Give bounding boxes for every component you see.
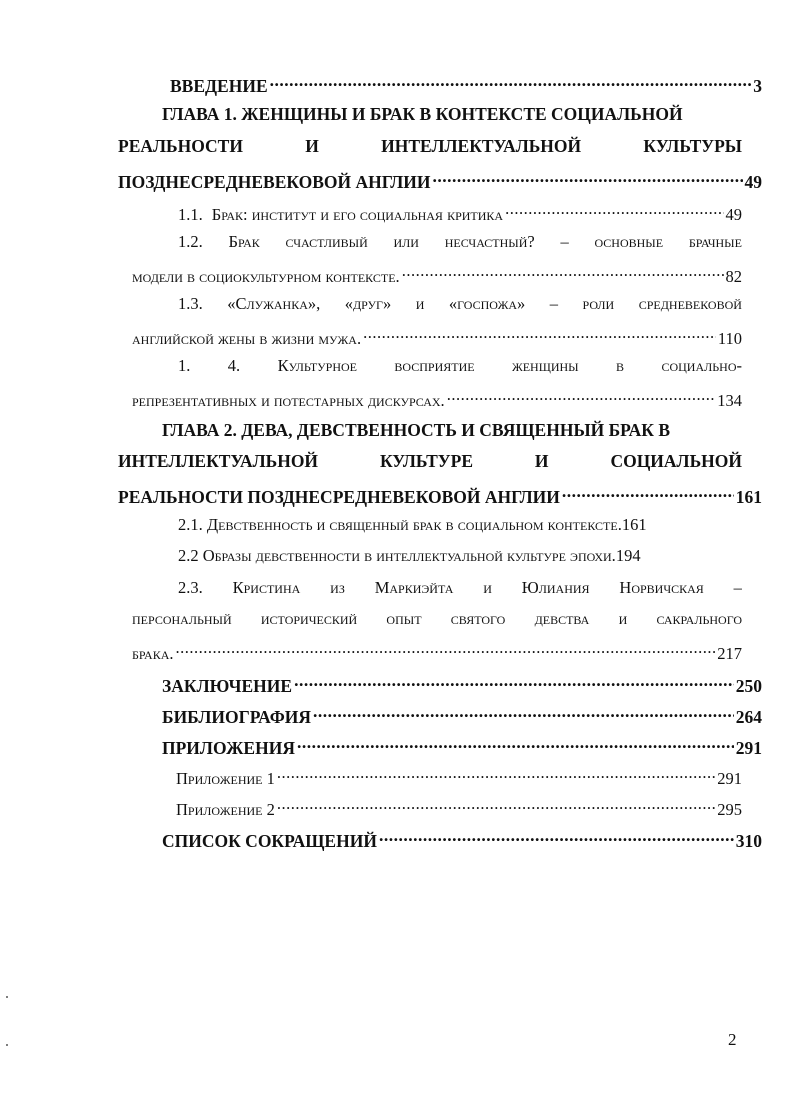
scan-speck [6,996,8,998]
word: брачные [688,232,742,251]
toc-chapter1-line2 [118,138,742,156]
dot-leader [433,170,743,188]
chapter-title: ГЛАВА 1. ЖЕНЩИНЫ И БРАК В КОНТЕКСТЕ СОЦИАЛЬНОЙ [162,104,683,124]
word: роли [582,294,615,313]
word: социально- [661,356,742,375]
chapter-title: РЕАЛЬНОСТИ ПОЗДНЕСРЕДНЕВЕКОВОЙ АНГЛИИ [118,486,560,507]
dot-leader [277,798,715,815]
dot-leader [363,327,716,344]
word: девства [534,609,590,628]
toc-chapter1-line3 [118,170,762,191]
word: или [393,232,419,251]
toc-page: 161 [621,515,647,534]
word: Кристина [232,578,301,597]
word: – [733,578,742,597]
word: и [415,294,425,313]
word: 1.3. [178,294,203,313]
dot-leader [294,674,734,692]
toc-page: 49 [725,204,742,224]
word: женщины [511,356,579,375]
toc-page: 49 [744,171,762,192]
toc-section-1-3-line1 [178,296,742,313]
toc-label: Приложение 2 [176,799,275,819]
word: счастливый [285,232,368,251]
dot-leader [277,767,715,784]
word: персональный [132,609,232,628]
toc-chapter2-line1 [162,422,742,440]
word: 1. [178,356,191,375]
toc-section-1-2-line1 [178,234,742,251]
section-title: Брак: институт и его социальная критика [211,204,504,224]
word: – [560,232,569,251]
toc-section-1-3-line2 [132,327,742,347]
toc-label: БИБЛИОГРАФИЯ [162,706,311,727]
word: Маркиэйта [374,578,454,597]
section-number: 1.1. [178,204,203,224]
toc-chapter2-line3 [118,485,762,506]
toc-section-1-4-line1 [178,358,742,375]
word: КУЛЬТУРЕ [379,451,473,471]
toc-label: ВВЕДЕНИЕ [170,75,268,96]
word: в [616,356,625,375]
toc-entry-intro [170,74,762,95]
section-title: английской жены в жизни мужа. [132,328,362,348]
word: – [549,294,559,313]
word: КУЛЬТУРЫ [643,136,742,156]
word: И [534,451,549,471]
toc-section-1-2-line2 [132,265,742,285]
toc-section-1-4-line2 [132,389,742,409]
section-title: 2.2 Образы девственности в интеллектуальной культуре эпохи. [178,546,616,565]
chapter-title: ГЛАВА 2. ДЕВА, ДЕВСТВЕННОСТЬ И СВЯЩЕННЫЙ БРАК В [162,420,671,440]
dot-leader [313,705,734,723]
section-title: 2.1. Девственность и священный брак в социальном контексте. [178,515,622,534]
word: и [618,609,628,628]
word: святого [450,609,506,628]
toc-page: 295 [717,799,742,819]
dot-leader [402,265,724,282]
word: и [483,578,492,597]
word: 2.3. [178,578,203,597]
toc-page: 291 [735,737,762,758]
toc-entry-appendices [162,736,762,757]
dot-leader [270,74,752,92]
toc-page: 217 [717,643,742,663]
toc-page: 161 [735,486,762,507]
word: 4. [227,356,241,375]
word: Брак [228,232,260,251]
dot-leader [297,736,734,754]
toc-section-2-3-line3 [132,642,742,662]
section-title: модели в социокультурном контексте. [132,266,400,286]
toc-page: 110 [717,328,742,348]
toc-page: 291 [717,768,742,788]
word: основные [594,232,664,251]
toc-section-2-3-line1 [178,580,742,597]
toc-page: 3 [753,75,762,96]
toc-entry-appendix-1 [176,767,742,787]
section-title: репрезентативных и потестарных дискурсах. [132,390,445,410]
toc-chapter2-line2 [118,453,742,471]
word: Юлиания [521,578,590,597]
toc-chapter1-line1 [162,106,742,124]
word: из [330,578,345,597]
word: 1.2. [178,232,203,251]
dot-leader [447,389,716,406]
word: сакрального [656,609,742,628]
toc-page: 250 [735,675,762,696]
toc-page: 194 [615,546,641,565]
word: Культурное [277,356,357,375]
word: опыт [386,609,422,628]
word: несчастный? [444,232,535,251]
toc-entry-bibliography [162,705,762,726]
word: ИНТЕЛЛЕКТУАЛЬНОЙ [381,136,582,156]
word: ИНТЕЛЛЕКТУАЛЬНОЙ [118,451,319,471]
toc-label: СПИСОК СОКРАЩЕНИЙ [162,830,377,851]
word: СОЦИАЛЬНОЙ [610,451,742,471]
toc-section-2-3-line2 [132,611,742,628]
toc-section-2-2 [178,548,742,565]
dot-leader [562,485,734,503]
section-title: брака. [132,643,174,663]
toc-section-1-1 [178,203,742,223]
dot-leader [176,642,716,659]
toc-label: Приложение 1 [176,768,275,788]
scan-speck [6,1044,8,1046]
word: средневековой [638,294,742,313]
toc-entry-conclusion [162,674,762,695]
chapter-title: ПОЗДНЕСРЕДНЕВЕКОВОЙ АНГЛИИ [118,171,431,192]
word: восприятие [394,356,475,375]
word: «Служанка», [227,294,321,313]
word: Норвичская [619,578,704,597]
toc-page: 264 [735,706,762,727]
dot-leader [379,829,734,847]
toc-page: 310 [735,830,762,851]
word: исторический [260,609,358,628]
toc-entry-appendix-2 [176,798,742,818]
dot-leader [505,203,723,220]
toc-section-2-1 [178,517,742,534]
toc-page: 82 [725,266,742,286]
toc-label: ЗАКЛЮЧЕНИЕ [162,675,293,696]
word: «друг» [344,294,392,313]
toc-page: 134 [717,390,742,410]
page-number: 2 [728,1030,737,1049]
toc-label: ПРИЛОЖЕНИЯ [162,737,295,758]
word: РЕАЛЬНОСТИ [118,136,243,156]
word: «госпожа» [448,294,526,313]
word: И [305,136,319,156]
toc-entry-abbreviations [162,829,762,850]
